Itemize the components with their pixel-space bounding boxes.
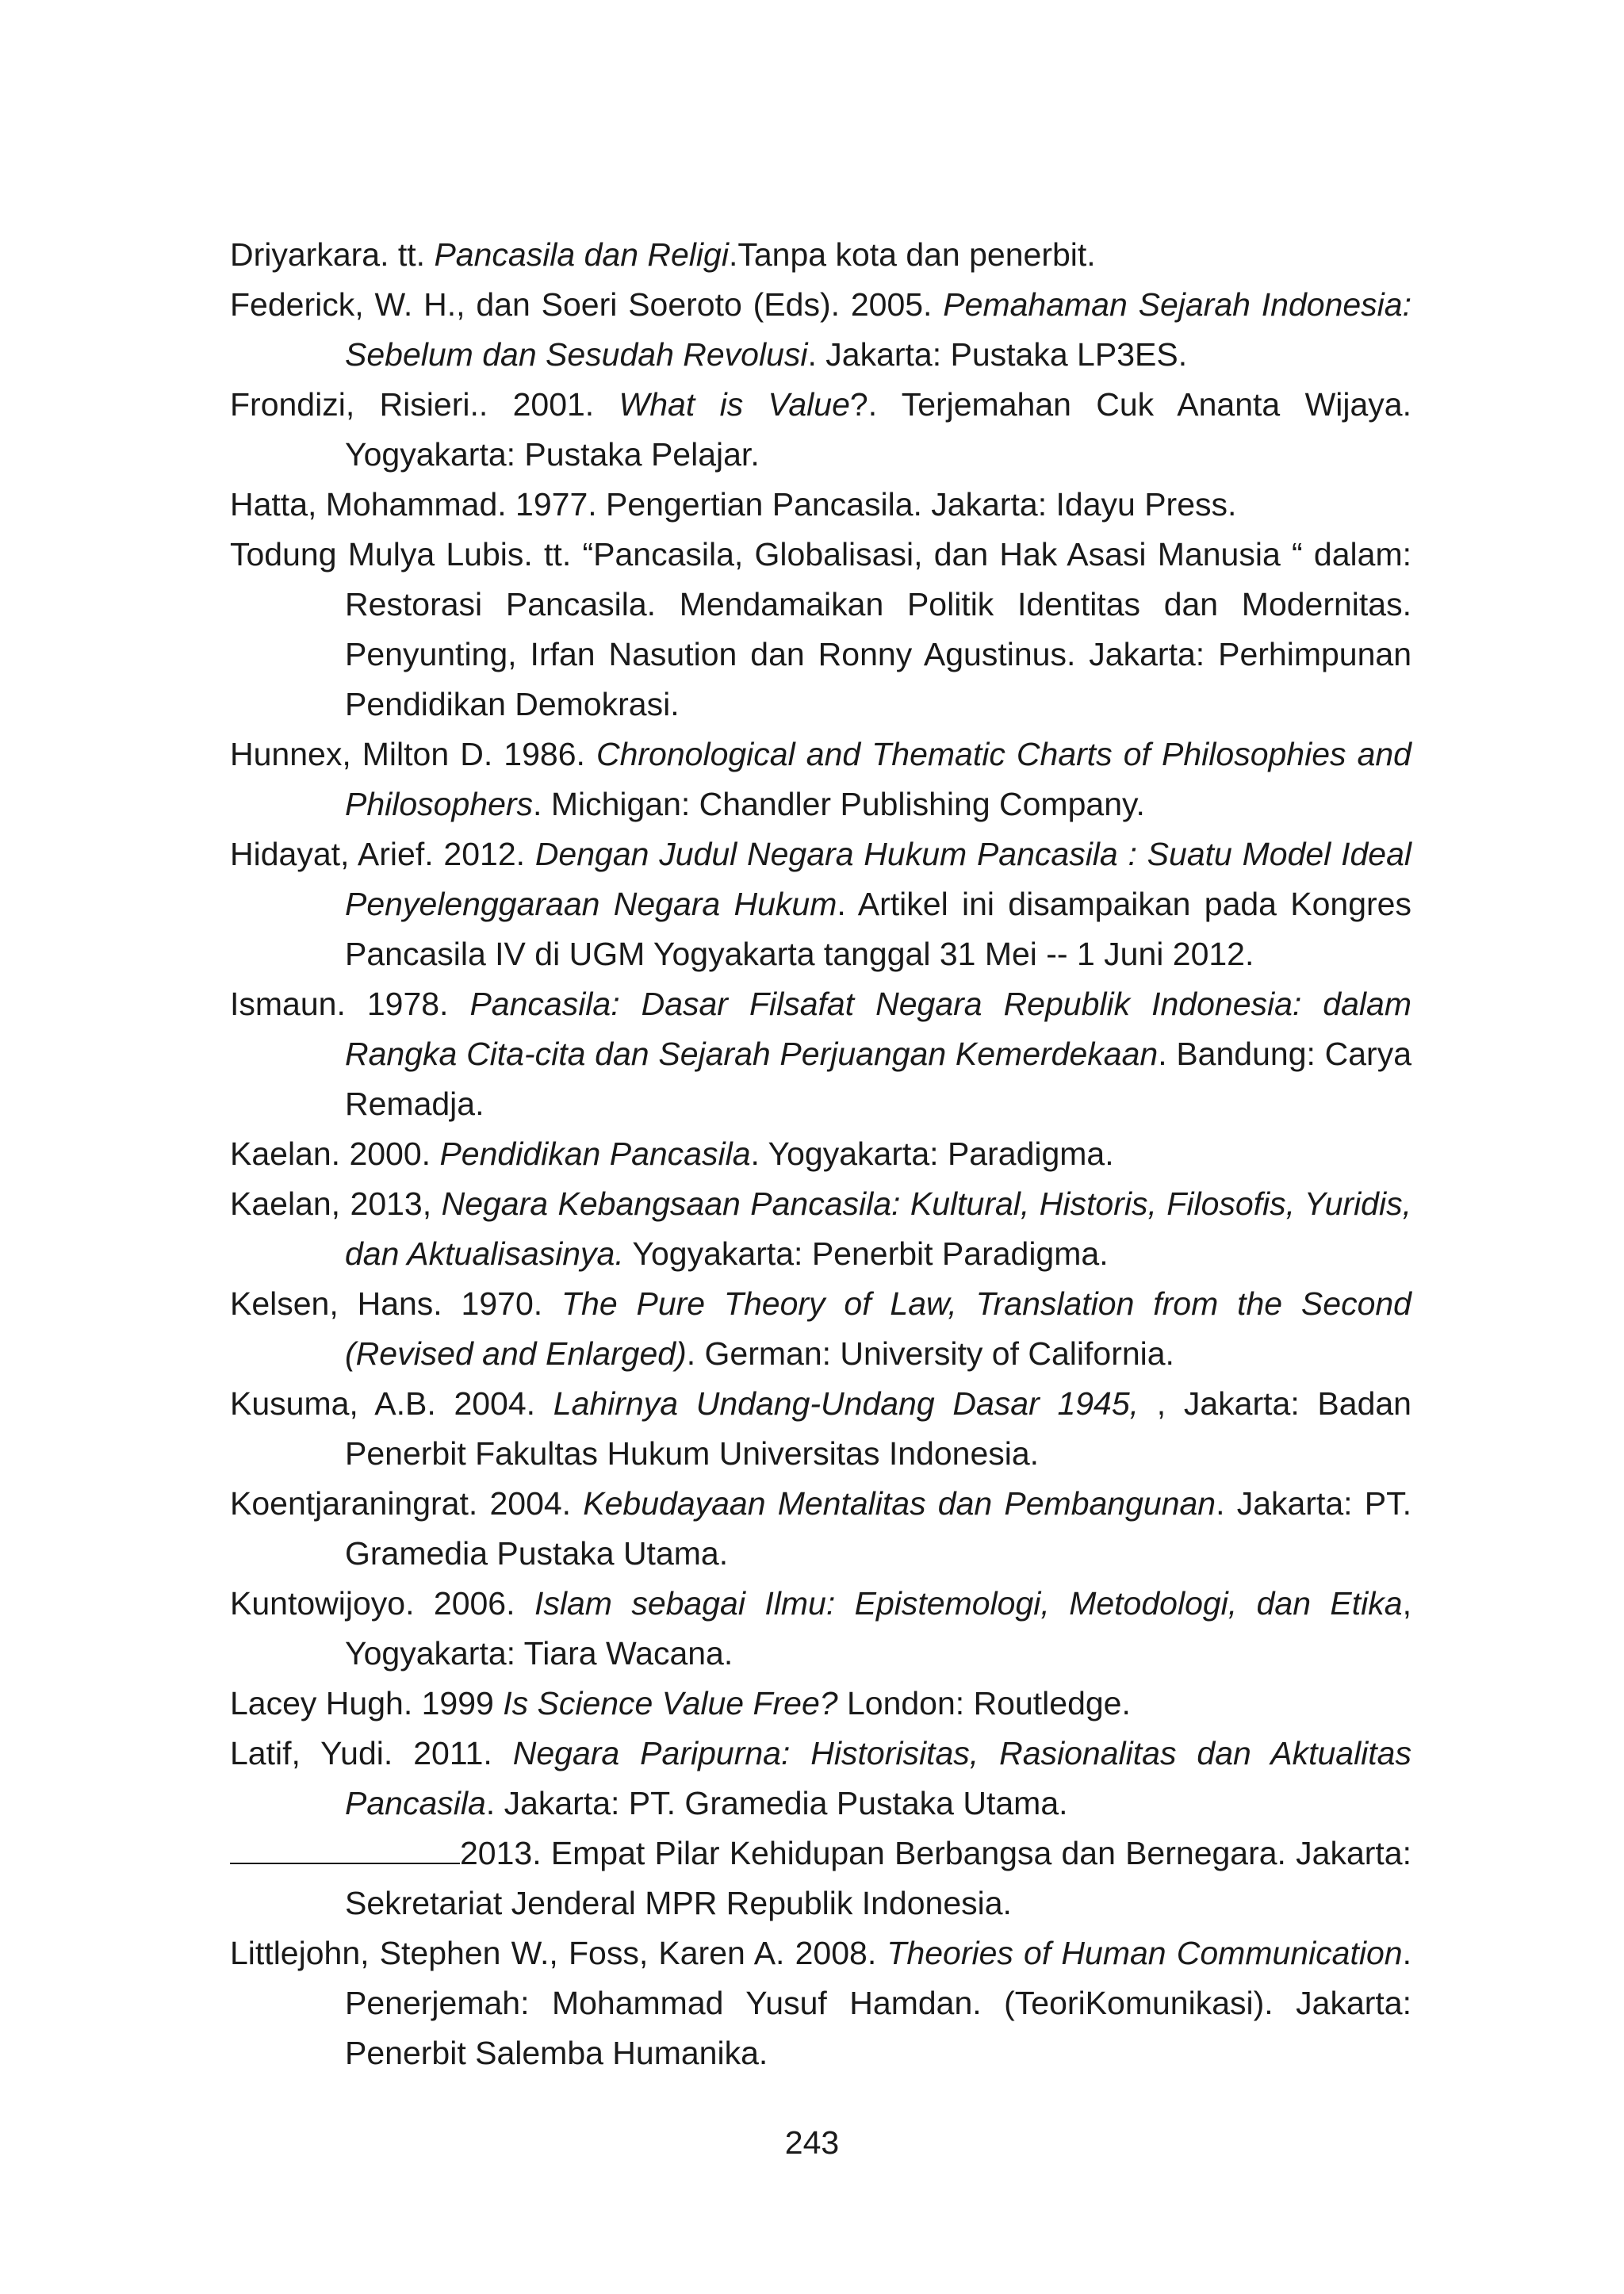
reference-entry: Kaelan. 2000. Pendidikan Pancasila. Yogyakarta: Paradigma.: [230, 1136, 1114, 1172]
reference-entry: Frondizi, Risieri.. 2001. What is Value?. Terjemahan Cuk Ananta Wijaya. Yogyakarta: Pustaka Pelajar.: [230, 386, 1411, 473]
reference-entry: Hidayat, Arief. 2012. Dengan Judul Negara Hukum Pancasila : Suatu Model Ideal Penyelenggaraan Negara Hukum. Artikel ini disampaikan pada Kongres Pancasila IV di UGM Yogyakarta tanggal 31 Mei -- 1 Juni 2012.: [230, 836, 1411, 972]
reference-entry: Latif, Yudi. 2011. Negara Paripurna: Historisitas, Rasionalitas dan Aktualitas Pancasila. Jakarta: PT. Gramedia Pustaka Utama.: [230, 1735, 1411, 1821]
reference-entry: Driyarkara. tt. Pancasila dan Religi.Tanpa kota dan penerbit.: [230, 236, 1096, 273]
reference-entry: Hunnex, Milton D. 1986. Chronological and Thematic Charts of Philosophies and Philosophers. Michigan: Chandler Publishing Company.: [230, 736, 1411, 822]
reference-entry: Kuntowijoyo. 2006. Islam sebagai Ilmu: Epistemologi, Metodologi, dan Etika, Yogyakarta: Tiara Wacana.: [230, 1585, 1411, 1672]
reference-entry: Ismaun. 1978. Pancasila: Dasar Filsafat Negara Republik Indonesia: dalam Rangka Cita-cita dan Sejarah Perjuangan Kemerdekaan. Bandung: Carya Remadja.: [230, 986, 1412, 1122]
page-number: 243: [784, 2124, 840, 2161]
reference-entry: Lacey Hugh. 1999 Is Science Value Free? London: Routledge.: [230, 1685, 1131, 1721]
reference-entry: 2013. Empat Pilar Kehidupan Berbangsa dan Bernegara. Jakarta: Sekretariat Jenderal MPR Republik Indonesia.: [230, 1829, 1411, 1928]
reference-entry: Kaelan, 2013, Negara Kebangsaan Pancasila: Kultural, Historis, Filosofis, Yuridis, dan Aktualisasinya. Yogyakarta: Penerbit Paradigma.: [230, 1185, 1411, 1272]
reference-entry: Federick, W. H., dan Soeri Soeroto (Eds). 2005. Pemahaman Sejarah Indonesia: Sebelum dan Sesudah Revolusi. Jakarta: Pustaka LP3ES.: [230, 286, 1411, 373]
reference-entry: Hatta, Mohammad. 1977. Pengertian Pancasila. Jakarta: Idayu Press.: [230, 486, 1237, 523]
reference-entry: Koentjaraningrat. 2004. Kebudayaan Mentalitas dan Pembangunan. Jakarta: PT. Gramedia Pustaka Utama.: [230, 1485, 1411, 1572]
ditto-author-line: [230, 1834, 460, 1864]
reference-entry: Littlejohn, Stephen W., Foss, Karen A. 2008. Theories of Human Communication. Penerjemah: Mohammad Yusuf Hamdan. (TeoriKomunikasi). Jakarta: Penerbit Salemba Humanika.: [230, 1935, 1412, 2071]
reference-entry: Kelsen, Hans. 1970. The Pure Theory of Law, Translation from the Second (Revised and Enlarged). German: University of California.: [230, 1285, 1411, 1372]
reference-entry: Todung Mulya Lubis. tt. “Pancasila, Globalisasi, dan Hak Asasi Manusia “ dalam: Restorasi Pancasila. Mendamaikan Politik Identitas dan Modernitas. Penyunting, Irfan Nasution dan Ronny Agustinus. Jakarta: Perhimpunan Pendidikan Demokrasi.: [230, 536, 1411, 722]
reference-entry: Kusuma, A.B. 2004. Lahirnya Undang-Undang Dasar 1945, , Jakarta: Badan Penerbit Fakultas Hukum Universitas Indonesia.: [230, 1385, 1411, 1472]
reference-list: [230, 230, 1411, 2078]
